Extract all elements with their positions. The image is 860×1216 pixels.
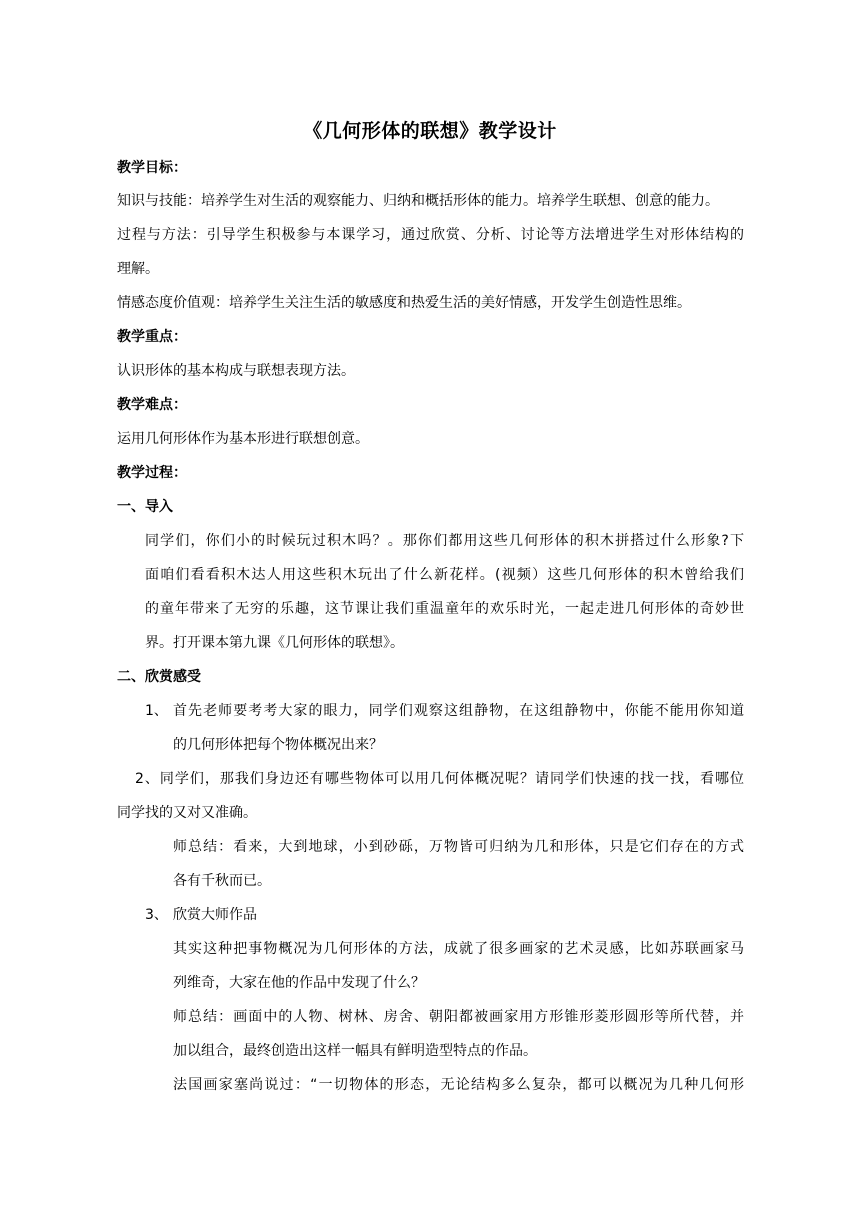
objective-process-line-2: 理解。 (117, 261, 159, 277)
intro-heading: 一、导入 (117, 499, 173, 515)
appreciate-heading: 二、欣赏感受 (117, 669, 201, 685)
key-points-heading: 教学重点： (117, 329, 187, 345)
difficulties-text: 运用几何形体作为基本形进行联想创意。 (117, 431, 369, 447)
objective-process-line-1: 过程与方法：引导学生积极参与本课学习，通过欣赏、分析、讨论等方法增进学生对形体结构的 (117, 227, 744, 243)
document-title: 《几何形体的联想》教学设计 (303, 120, 557, 142)
item-1-line-2: 的几何形体把每个物体概况出来？ (173, 737, 383, 753)
item-3-paragraph-line-1: 其实这种把事物概况为几何形体的方法，成就了很多画家的艺术灵感，比如苏联画家马 (173, 941, 744, 957)
item-1-line-1: 首先老师要考考大家的眼力，同学们观察这组静物，在这组静物中，你能不能用你知道 (173, 703, 744, 719)
item-3-paragraph-line-2: 列维奇，大家在他的作品中发现了什么？ (173, 975, 425, 991)
objective-emotion: 情感态度价值观：培养学生关注生活的敏感度和热爱生活的美好情感，开发学生创造性思维。 (117, 295, 691, 311)
summary-1-line-1: 师总结：看来，大到地球，小到砂砾，万物皆可归纳为几和形体，只是它们存在的方式 (173, 839, 744, 855)
summary-1-line-2: 各有千秋而已。 (173, 873, 271, 889)
objective-knowledge: 知识与技能：培养学生对生活的观察能力、归纳和概括形体的能力。培养学生联想、创意的能力。 (117, 193, 719, 209)
summary-2-line-2: 加以组合，最终创造出这样一幅具有鲜明造型特点的作品。 (173, 1043, 537, 1059)
item-3-number: 3、 (145, 907, 168, 923)
objectives-heading: 教学目标： (117, 160, 187, 176)
intro-paragraph-line-2: 面咱们看看积木达人用这些积木玩出了什么新花样。(视频）这些几何形体的积木曾给我们 (145, 567, 744, 583)
summary-2-line-1: 师总结：画面中的人物、树林、房舍、朝阳都被画家用方形锥形菱形圆形等所代替，并 (173, 1009, 744, 1025)
item-1-number: 1、 (145, 703, 168, 719)
item-3-title: 欣赏大师作品 (173, 907, 257, 923)
key-points-text: 认识形体的基本构成与联想表现方法。 (117, 363, 355, 379)
difficulties-heading: 教学难点： (117, 397, 187, 413)
intro-paragraph-line-3: 的童年带来了无穷的乐趣，这节课让我们重温童年的欢乐时光，一起走进几何形体的奇妙世 (145, 601, 744, 617)
intro-paragraph-line-1: 同学们，你们小的时候玩过积木吗？。那你们都用这些几何形体的积木拼搭过什么形象?下 (145, 533, 744, 549)
item-2-line-1: 2、同学们，那我们身边还有哪些物体可以用几何体概况呢？请同学们快速的找一找，看哪位 (135, 771, 744, 787)
intro-paragraph-line-4: 界。打开课本第九课《几何形体的联想》。 (145, 635, 404, 651)
process-heading: 教学过程： (117, 465, 187, 481)
cezanne-quote-line-1: 法国画家塞尚说过：“一切物体的形态，无论结构多么复杂，都可以概况为几种几何形 (173, 1077, 744, 1093)
item-2-line-2: 同学找的又对又准确。 (117, 805, 257, 821)
